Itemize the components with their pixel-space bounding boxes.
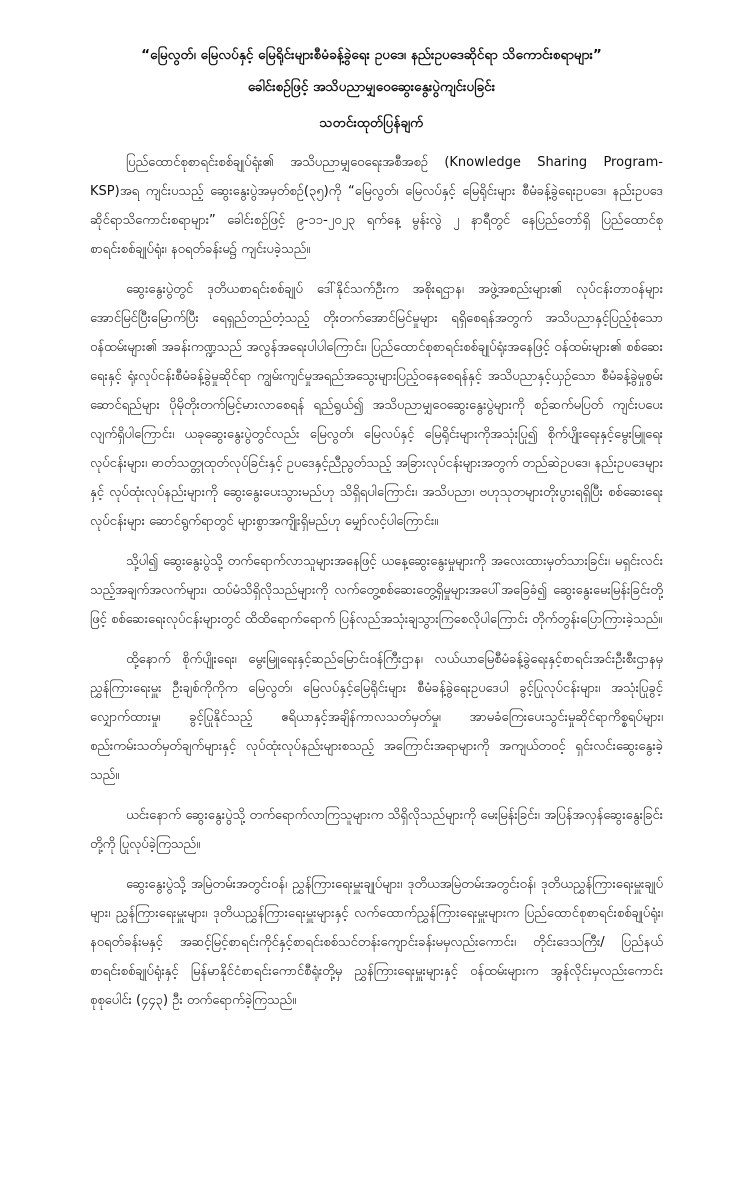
paragraph-4: ထို့နောက် စိုက်ပျိုးရေး၊ မွေးမြူရေးနှင့်ဆည်မြောင်းဝန်ကြီးဌာန၊ လယ်ယာမြေစီမံခန့်ခွဲရေးနှင့်စာရင်းအင်းဦးစီးဌာနမှ ညွှန်ကြားရေးမှူး ဦးချစ်ကိုကိုက မြေလွတ်၊ မြေလပ်နှင့်မြေရိုင်းများ စီမံခန့်ခွဲရေးဥပဒေပါ ခွင့်ပြုလုပ်ငန်းများ၊ အသုံးပြုခွင့်လျှောက်ထားမှု၊ ခွင့်ပြုနိုင်သည့် ဧရိယာနှင့်အချိန်ကာလသတ်မှတ်မှု၊ အာမခံကြေးပေးသွင်းမှုဆိုင်ရာကိစ္စရပ်များ၊ စည်းကမ်းသတ်မှတ်ချက်များနှင့် လုပ်ထုံးလုပ်နည်းများစသည့် အကြောင်းအရာများကို အကျယ်တဝင့် ရှင်းလင်းဆွေးနွေးခဲ့သည်။ (90, 652, 663, 783)
paragraph-3: သို့ပါ၍ ဆွေးနွေးပွဲသို့ တက်ရောက်လာသူများအနေဖြင့် ယနေ့ဆွေးနွေးမှုများကို အလေးထားမှတ်သားခြင်း၊ မရှင်းလင်းသည့်အချက်အလက်များ၊ ထပ်မံသိရှိလိုသည်များကို လက်တွေ့စစ်ဆေးတွေ့ရှိမှုများအပေါ်အခြေခံ၍ ဆွေးနွေးမေးမြန်းခြင်းတို့ဖြင့် စစ်ဆေးရေးလုပ်ငန်းများတွင် ထိထိရောက်ရောက် ပြန်လည်အသုံးချသွားကြစေလိုပါကြောင်း တိုက်တွန်းပြောကြားခဲ့သည်။ (90, 554, 663, 627)
document-subtitle: ခေါင်းစဉ်ဖြင့် အသိပညာမျှဝေဆွေးနွေးပွဲကျင်းပခြင်း (247, 79, 496, 95)
paragraph-6: ဆွေးနွေးပွဲသို့ အမြဲတမ်းအတွင်းဝန်၊ ညွှန်ကြားရေးမှူးချုပ်များ၊ ဒုတိယအမြဲတမ်းအတွင်းဝန်၊ ဒုတိယညွှန်ကြားရေးမှူးချုပ်များ၊ ညွှန်ကြားရေးမှူးများ၊ ဒုတိယညွှန်ကြားရေးမှူးများနှင့် လက်ထောက်ညွှန်ကြားရေးမှူးများက ပြည်ထောင်စုစာရင်းစစ်ချုပ်ရုံး၊ နဝရတ်ခန်းမနှင့် အဆင့်မြင့်စာရင်းကိုင်နှင့်စာရင်းစစ်သင်တန်းကျောင်းခန်းမမှလည်းကောင်း၊ တိုင်းဒေသကြီး/ ပြည်နယ်စာရင်းစစ်ချုပ်ရုံးနှင့် မြန်မာနိုင်ငံစာရင်းကောင်စီရုံးတို့မှ ညွှန်ကြားရေးမှူးများနှင့် ဝန်ထမ်းများက အွန်လိုင်းမှလည်းကောင်း စုစုပေါင်း (၄၄၃) ဦး တက်ရောက်ခဲ့ကြသည်။ (90, 877, 663, 1008)
document-heading (80, 44, 663, 134)
paragraph-5: ယင်းနောက် ဆွေးနွေးပွဲသို့ တက်ရောက်လာကြသူများက သိရှိလိုသည်များကို မေးမြန်းခြင်း၊ အပြန်အလှန်ဆွေးနွေးခြင်းတို့ကို ပြုလုပ်ခဲ့ကြသည်။ (90, 808, 663, 852)
press-release-label: သတင်းထုတ်ပြန်ချက် (319, 115, 424, 131)
paragraph-2: ဆွေးနွေးပွဲတွင် ဒုတိယစာရင်းစစ်ချုပ် ဒေါ်နိုင်သက်ဦးက အစိုးရဌာန၊ အဖွဲ့အစည်းများ၏ လုပ်ငန်းတာဝန်များ အောင်မြင်ပြီးမြောက်ပြီး ရေရှည်တည်တံ့သည့် တိုးတက်အောင်မြင်မှုများ ရရှိစေရန်အတွက် အသိပညာနှင့်ပြည့်စုံသော ဝန်ထမ်းများ၏ အခန်းကဏ္ဍသည် အလွန်အရေးပါပါကြောင်း၊ ပြည်ထောင်စုစာရင်းစစ်ချုပ်ရုံးအနေဖြင့် ဝန်ထမ်းများ၏ စစ်ဆေးရေးနှင့် ရုံးလုပ်ငန်းစီမံခန့်ခွဲမှုဆိုင်ရာ ကျွမ်းကျင်မှုအရည်အသွေးများပြည့်ဝနေစေရန်နှင့် အသိပညာနှင့်ယှဉ်သော စီမံခန့်ခွဲမှုစွမ်းဆောင်ရည်များ ပိုမိုတိုးတက်မြင့်မားလာစေရန် ရည်ရွယ်၍ အသိပညာမျှဝေဆွေးနွေးပွဲများကို စဉ်ဆက်မပြတ် ကျင်းပပေးလျက်ရှိပါကြောင်း၊ ယခုဆွေးနွေးပွဲတွင်လည်း မြေလွတ်၊ မြေလပ်နှင့် မြေရိုင်းများကိုအသုံးပြု၍ စိုက်ပျိုးရေးနှင့်မွေးမြူရေးလုပ်ငန်းများ၊ ဓာတ်သတ္တုထုတ်လုပ်ခြင်းနှင့် ဥပဒေနှင့်ညီညွတ်သည့် အခြားလုပ်ငန်းများအတွက် တည်ဆဲဥပဒေ၊ နည်းဥပဒေများနှင့် လုပ်ထုံးလုပ်နည်းများကို ဆွေးနွေးပေးသွားမည်ဟု သိရှိရပါကြောင်း၊ အသိပညာ၊ ဗဟုသုတများတိုးပွားရရှိပြီး စစ်ဆေးရေးလုပ်ငန်းများ ဆောင်ရွက်ရာတွင် များစွာအကျိုးရှိမည်ဟု မျှော်လင့်ပါကြောင်း။ (90, 282, 663, 529)
document-title: “မြေလွတ်၊ မြေလပ်နှင့် မြေရိုင်းများစီမံခန့်ခွဲရေး ဥပဒေ၊ နည်းဥပဒေဆိုင်ရာ သိကောင်းစရာများ” (141, 47, 602, 63)
paragraph-1: ပြည်ထောင်စုစာရင်းစစ်ချုပ်ရုံး၏ အသိပညာမျှဝေရေးအစီအစဉ် (Knowledge Sharing Program-KSP)အရ ကျင်းပသည့် ဆွေးနွေးပွဲအမှတ်စဉ်(၃၅)ကို “မြေလွတ်၊ မြေလပ်နှင့် မြေရိုင်းများ စီမံခန့်ခွဲရေးဥပဒေ၊ နည်းဥပဒေဆိုင်ရာသိကောင်းစရာများ” ခေါင်းစဉ်ဖြင့် ၉-၁၁-၂၀၂၃ ရက်နေ့ မွန်းလွဲ ၂ နာရီတွင် နေပြည်တော်ရှိ ပြည်ထောင်စုစာရင်းစစ်ချုပ်ရုံး၊ နဝရတ်ခန်းမ၌ ကျင်းပခဲ့သည်။ (90, 155, 663, 257)
document-body (90, 148, 663, 1015)
